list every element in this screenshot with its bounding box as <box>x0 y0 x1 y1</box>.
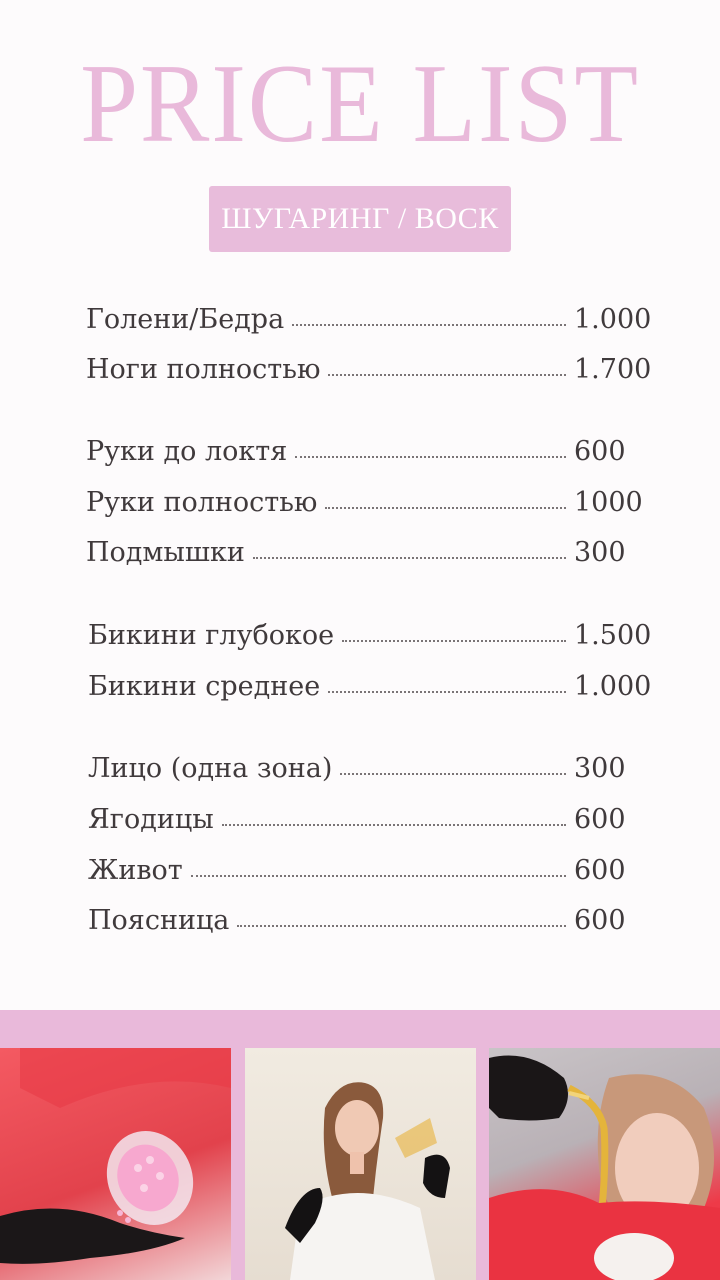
dot-leader <box>328 373 566 376</box>
service-price: 1.000 <box>574 304 652 335</box>
service-price: 600 <box>574 905 626 936</box>
specialist-portrait-illustration <box>245 1048 476 1280</box>
price-row <box>86 304 652 344</box>
page-title: PRICE LIST <box>80 42 640 166</box>
service-price: 300 <box>574 537 626 568</box>
dot-leader <box>191 874 566 877</box>
price-row <box>88 855 646 895</box>
dot-leader <box>325 506 566 509</box>
sugaring-process-photo <box>489 1048 720 1280</box>
service-price: 1.700 <box>574 354 652 385</box>
service-name: Лицо (одна зона) <box>88 753 333 784</box>
dot-leader <box>222 823 566 826</box>
service-name: Поясница <box>88 905 230 936</box>
service-name: Бикини среднее <box>88 671 321 702</box>
service-name: Ноги полностью <box>86 354 321 385</box>
price-row <box>88 671 652 711</box>
wax-beads-illustration <box>0 1048 231 1280</box>
service-price: 1000 <box>574 487 643 518</box>
service-name: Бикини глубокое <box>88 620 335 651</box>
service-name: Подмышки <box>86 537 245 568</box>
price-row <box>88 620 652 660</box>
service-price: 600 <box>574 855 626 886</box>
service-price: 300 <box>574 753 626 784</box>
dot-leader <box>342 639 566 642</box>
price-row <box>86 537 646 577</box>
service-price: 1.000 <box>574 671 652 702</box>
price-row <box>86 354 652 394</box>
dot-leader <box>328 690 566 693</box>
price-row <box>88 905 646 945</box>
service-name: Живот <box>88 855 183 886</box>
sugaring-process-illustration <box>489 1048 720 1280</box>
dot-leader <box>253 556 566 559</box>
service-name: Голени/Бедра <box>86 304 285 335</box>
dot-leader <box>237 924 566 927</box>
dot-leader <box>340 772 566 775</box>
dot-leader <box>295 455 566 458</box>
service-price: 1.500 <box>574 620 652 651</box>
service-name: Руки полностью <box>86 487 318 518</box>
wax-beads-photo <box>0 1048 231 1280</box>
price-row <box>86 436 646 476</box>
service-name: Руки до локтя <box>86 436 288 467</box>
dot-leader <box>292 323 566 326</box>
service-price: 600 <box>574 436 626 467</box>
service-name: Ягодицы <box>88 804 214 835</box>
price-row <box>88 753 646 793</box>
price-row <box>88 804 646 844</box>
category-tag: ШУГАРИНГ / ВОСК <box>209 186 511 252</box>
service-price: 600 <box>574 804 626 835</box>
price-row <box>86 487 646 527</box>
specialist-portrait-photo <box>245 1048 476 1280</box>
